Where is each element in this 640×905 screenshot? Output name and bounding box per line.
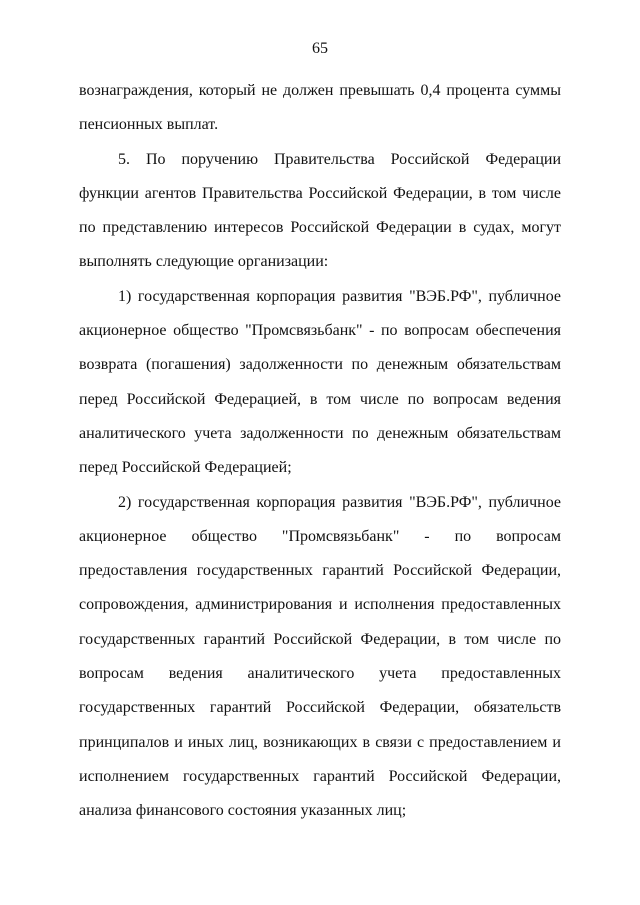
page-number: 65 [312,40,328,57]
paragraph-item-2: 2) государственная корпорация развития "ВЭБ.РФ", публичное акционерное общество "Промсвязьбанк" - по вопросам предоставления государственных гарантий Российской Федерации, сопровождения, администрирования и исполнения предоставленных государственных гарантий Российской Федерации, в том числе по вопросам ведения аналитического учета предоставленных государственных гарантий Российской Федерации, обязательств принципалов и иных лиц, возникающих в связи с предоставлением и исполнением государственных гарантий Российской Федерации, анализа финансового состояния указанных лиц; [79,493,561,820]
paragraph-clause-5: 5. По поручению Правительства Российской Федерации функции агентов Правительства Российской Федерации, в том числе по представлению интересов Российской Федерации в судах, могут выполнять следующие организации: [79,150,561,271]
paragraph-item-1: 1) государственная корпорация развития "ВЭБ.РФ", публичное акционерное общество "Промсвязьбанк" - по вопросам обеспечения возврата (погашения) задолженности по денежным обязательствам перед Российской Федерацией, в том числе по вопросам ведения аналитического учета задолженности по денежным обязательствам перед Российской Федерацией; [79,287,561,477]
document-body [79,74,561,829]
paragraph-continuation: вознаграждения, который не должен превышать 0,4 процента суммы пенсионных выплат. [79,82,561,134]
